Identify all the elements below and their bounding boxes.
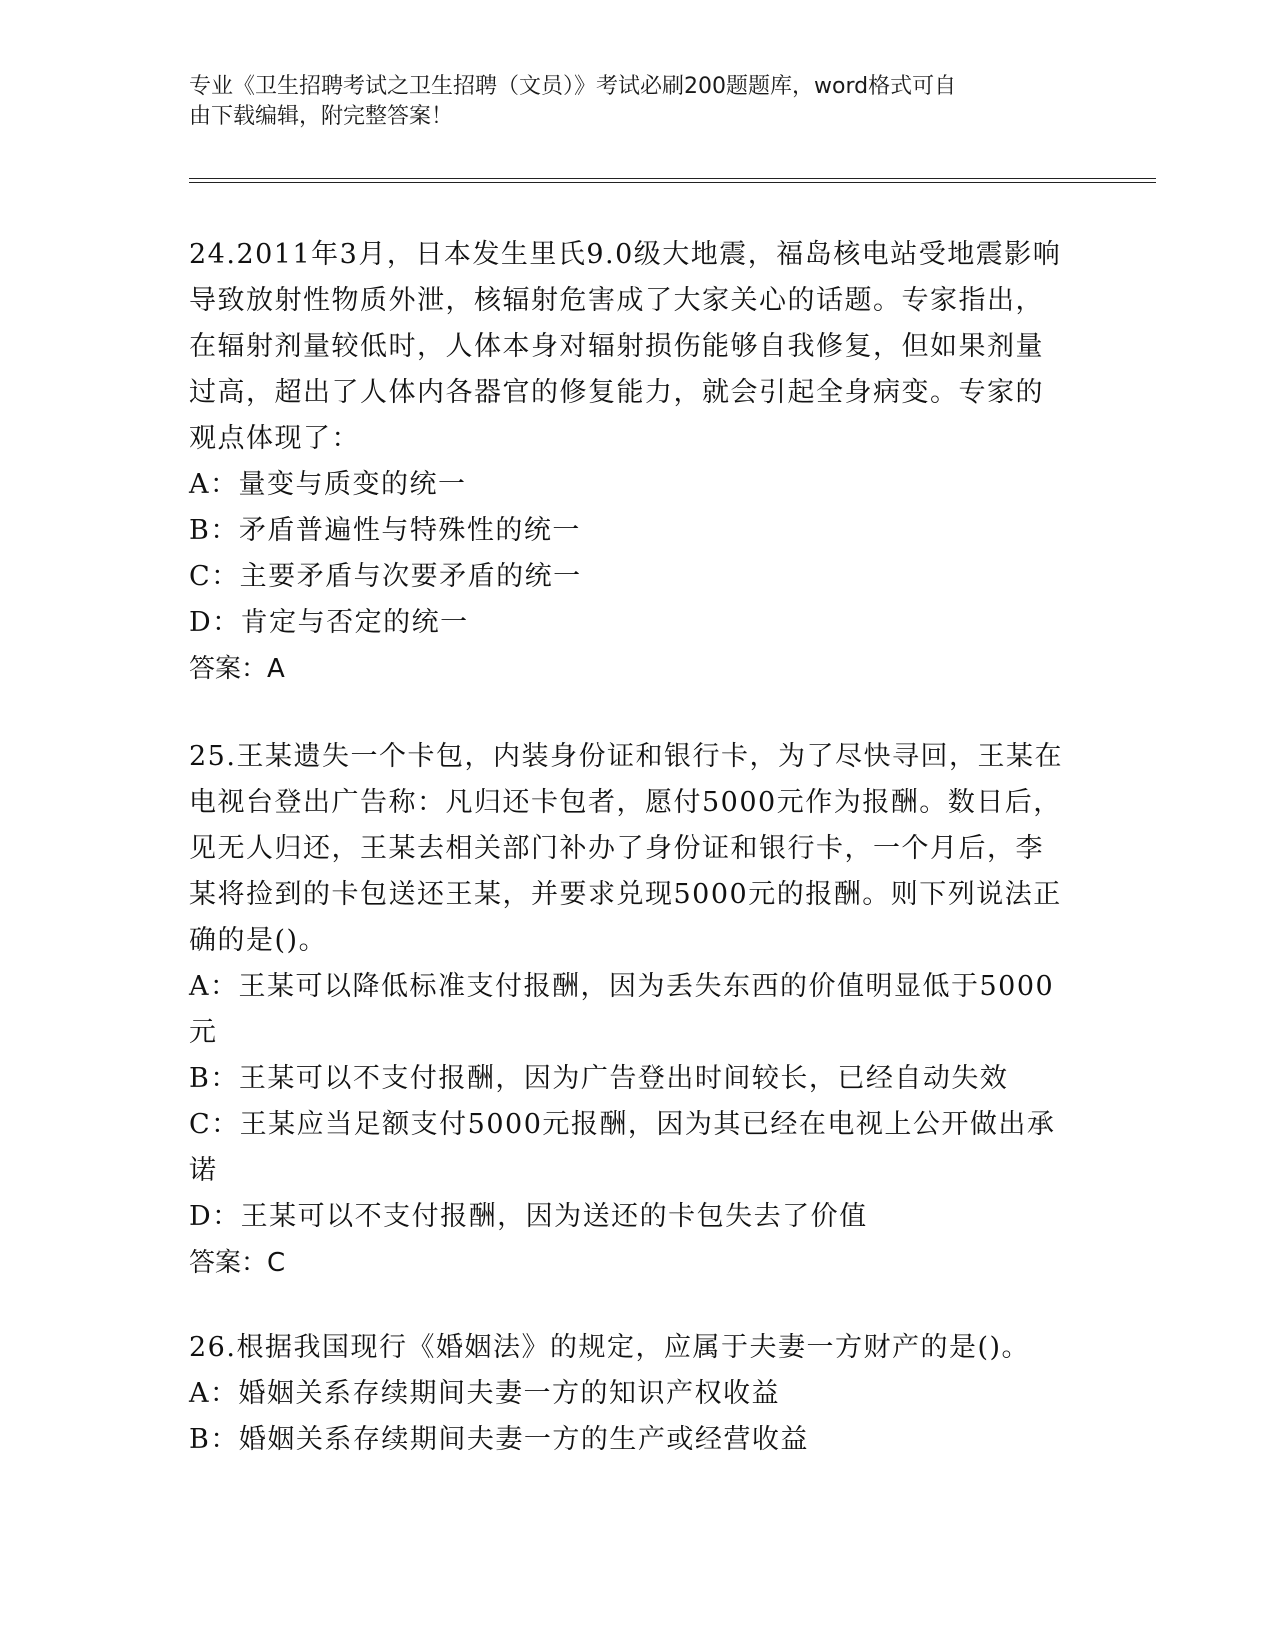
answer-line: 答案：A [189, 654, 285, 684]
question-stem-line: 在辐射剂量较低时，人体本身对辐射损伤能够自我修复，但如果剂量 [189, 331, 1044, 362]
option-c: C：主要矛盾与次要矛盾的统一 [189, 561, 582, 592]
option-c: C：王某应当足额支付5000元报酬，因为其已经在电视上公开做出承 [189, 1109, 1056, 1140]
question-stem-line: 电视台登出广告称：凡归还卡包者，愿付5000元作为报酬。数日后， [189, 787, 1062, 818]
question-stem-line: 观点体现了： [189, 423, 360, 454]
header-divider [189, 182, 1156, 183]
question-25 [189, 734, 1089, 1286]
option-d: D：王某可以不支付报酬，因为送还的卡包失去了价值 [189, 1201, 868, 1232]
question-stem-line: 过高，超出了人体内各器官的修复能力，就会引起全身病变。专家的 [189, 377, 1044, 408]
option-b: B：矛盾普遍性与特殊性的统一 [189, 515, 581, 546]
question-stem-line: 见无人归还，王某去相关部门补办了身份证和银行卡，一个月后，李 [189, 833, 1044, 864]
option-b: B：婚姻关系存续期间夫妻一方的生产或经营收益 [189, 1424, 809, 1455]
option-c-continued: 诺 [189, 1155, 218, 1186]
header-divider [189, 178, 1156, 179]
option-a-continued: 元 [189, 1017, 218, 1048]
option-a: A：量变与质变的统一 [189, 469, 467, 500]
question-26 [189, 1325, 1089, 1463]
question-stem-line: 导致放射性物质外泄，核辐射危害成了大家关心的话题。专家指出， [189, 285, 1044, 316]
header-line: 专业《卫生招聘考试之卫生招聘（文员）》考试必刷200题题库，word格式可自 [189, 74, 957, 99]
option-a: A：婚姻关系存续期间夫妻一方的知识产权收益 [189, 1378, 780, 1409]
option-d: D：肯定与否定的统一 [189, 607, 469, 638]
option-b: B：王某可以不支付报酬，因为广告登出时间较长，已经自动失效 [189, 1063, 1009, 1094]
header-line: 由下载编辑，附完整答案！ [189, 104, 454, 129]
question-stem-line: 25.王某遗失一个卡包，内装身份证和银行卡，为了尽快寻回，王某在 [189, 741, 1063, 772]
answer-line: 答案：C [189, 1248, 286, 1278]
question-stem-line: 确的是()。 [189, 925, 328, 956]
question-24 [189, 232, 1089, 692]
page-header [189, 72, 1089, 132]
question-stem-line: 某将捡到的卡包送还王某，并要求兑现5000元的报酬。则下列说法正 [189, 879, 1062, 910]
option-a: A：王某可以降低标准支付报酬，因为丢失东西的价值明显低于5000 [189, 971, 1055, 1002]
question-stem-line: 26.根据我国现行《婚姻法》的规定，应属于夫妻一方财产的是()。 [189, 1332, 1031, 1363]
question-stem-line: 24.2011年3月，日本发生里氏9.0级大地震，福岛核电站受地震影响 [189, 239, 1062, 270]
